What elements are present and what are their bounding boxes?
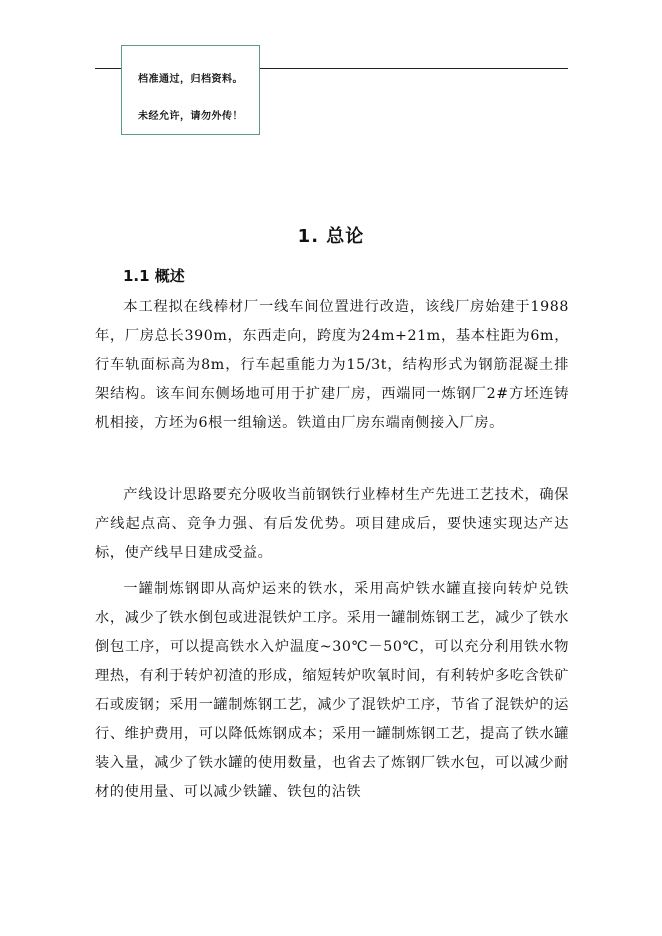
document-stamp bbox=[121, 45, 260, 135]
paragraph-one-ladle-process: 一罐制炼钢即从高炉运来的铁水，采用高炉铁水罐直接向转炉兑铁水，减少了铁水倒包或进混铁炉工序。采用一罐制炼钢工艺，减少了铁水倒包工序，可以提高铁水入炉温度~30℃－50℃，可以充分利用铁水物理热，有利于转炉初渣的形成，缩短转炉吹氧时间，有利转炉多吃含铁矿石或废钢；采用一罐制炼钢工艺，减少了混铁炉工序，节省了混铁炉的运行、维护费用，可以降低炼钢成本；采用一罐制炼钢工艺，提高了铁水罐装入量，减少了铁水罐的使用数量，也省去了炼钢厂铁水包，可以减少耐材的使用量、可以减少铁罐、铁包的沾铁 bbox=[95, 581, 569, 800]
section-title: 1.1 概述 bbox=[123, 267, 185, 285]
paragraph-design-goals: 产线设计思路要充分吸收当前钢铁行业棒材生产先进工艺技术，确保产线起点高、竞争力强、有后发优势。项目建成后，要快速实现达产达标，使产线早日建成受益。 bbox=[95, 487, 569, 561]
paragraph-site-overview: 本工程拟在线棒材厂一线车间位置进行改造，该线厂房始建于1988年，厂房总长390m，东西走向，跨度为24m+21m，基本柱距为6m，行车轨面标高为8m，行车起重能力为15/3t，结构形式为钢筋混凝土排架结构。该车间东侧场地可用于扩建厂房，西端同一炼钢厂2#方坯连铸机相接，方坯为6根一组输送。铁道由厂房东端南侧接入厂房。 bbox=[95, 299, 569, 431]
chapter-title: 1. 总论 bbox=[297, 226, 365, 247]
stamp-line-approved: 档准通过，归档资料。 bbox=[138, 74, 243, 85]
stamp-line-confidential: 未经允许，请勿外传！ bbox=[138, 111, 243, 122]
